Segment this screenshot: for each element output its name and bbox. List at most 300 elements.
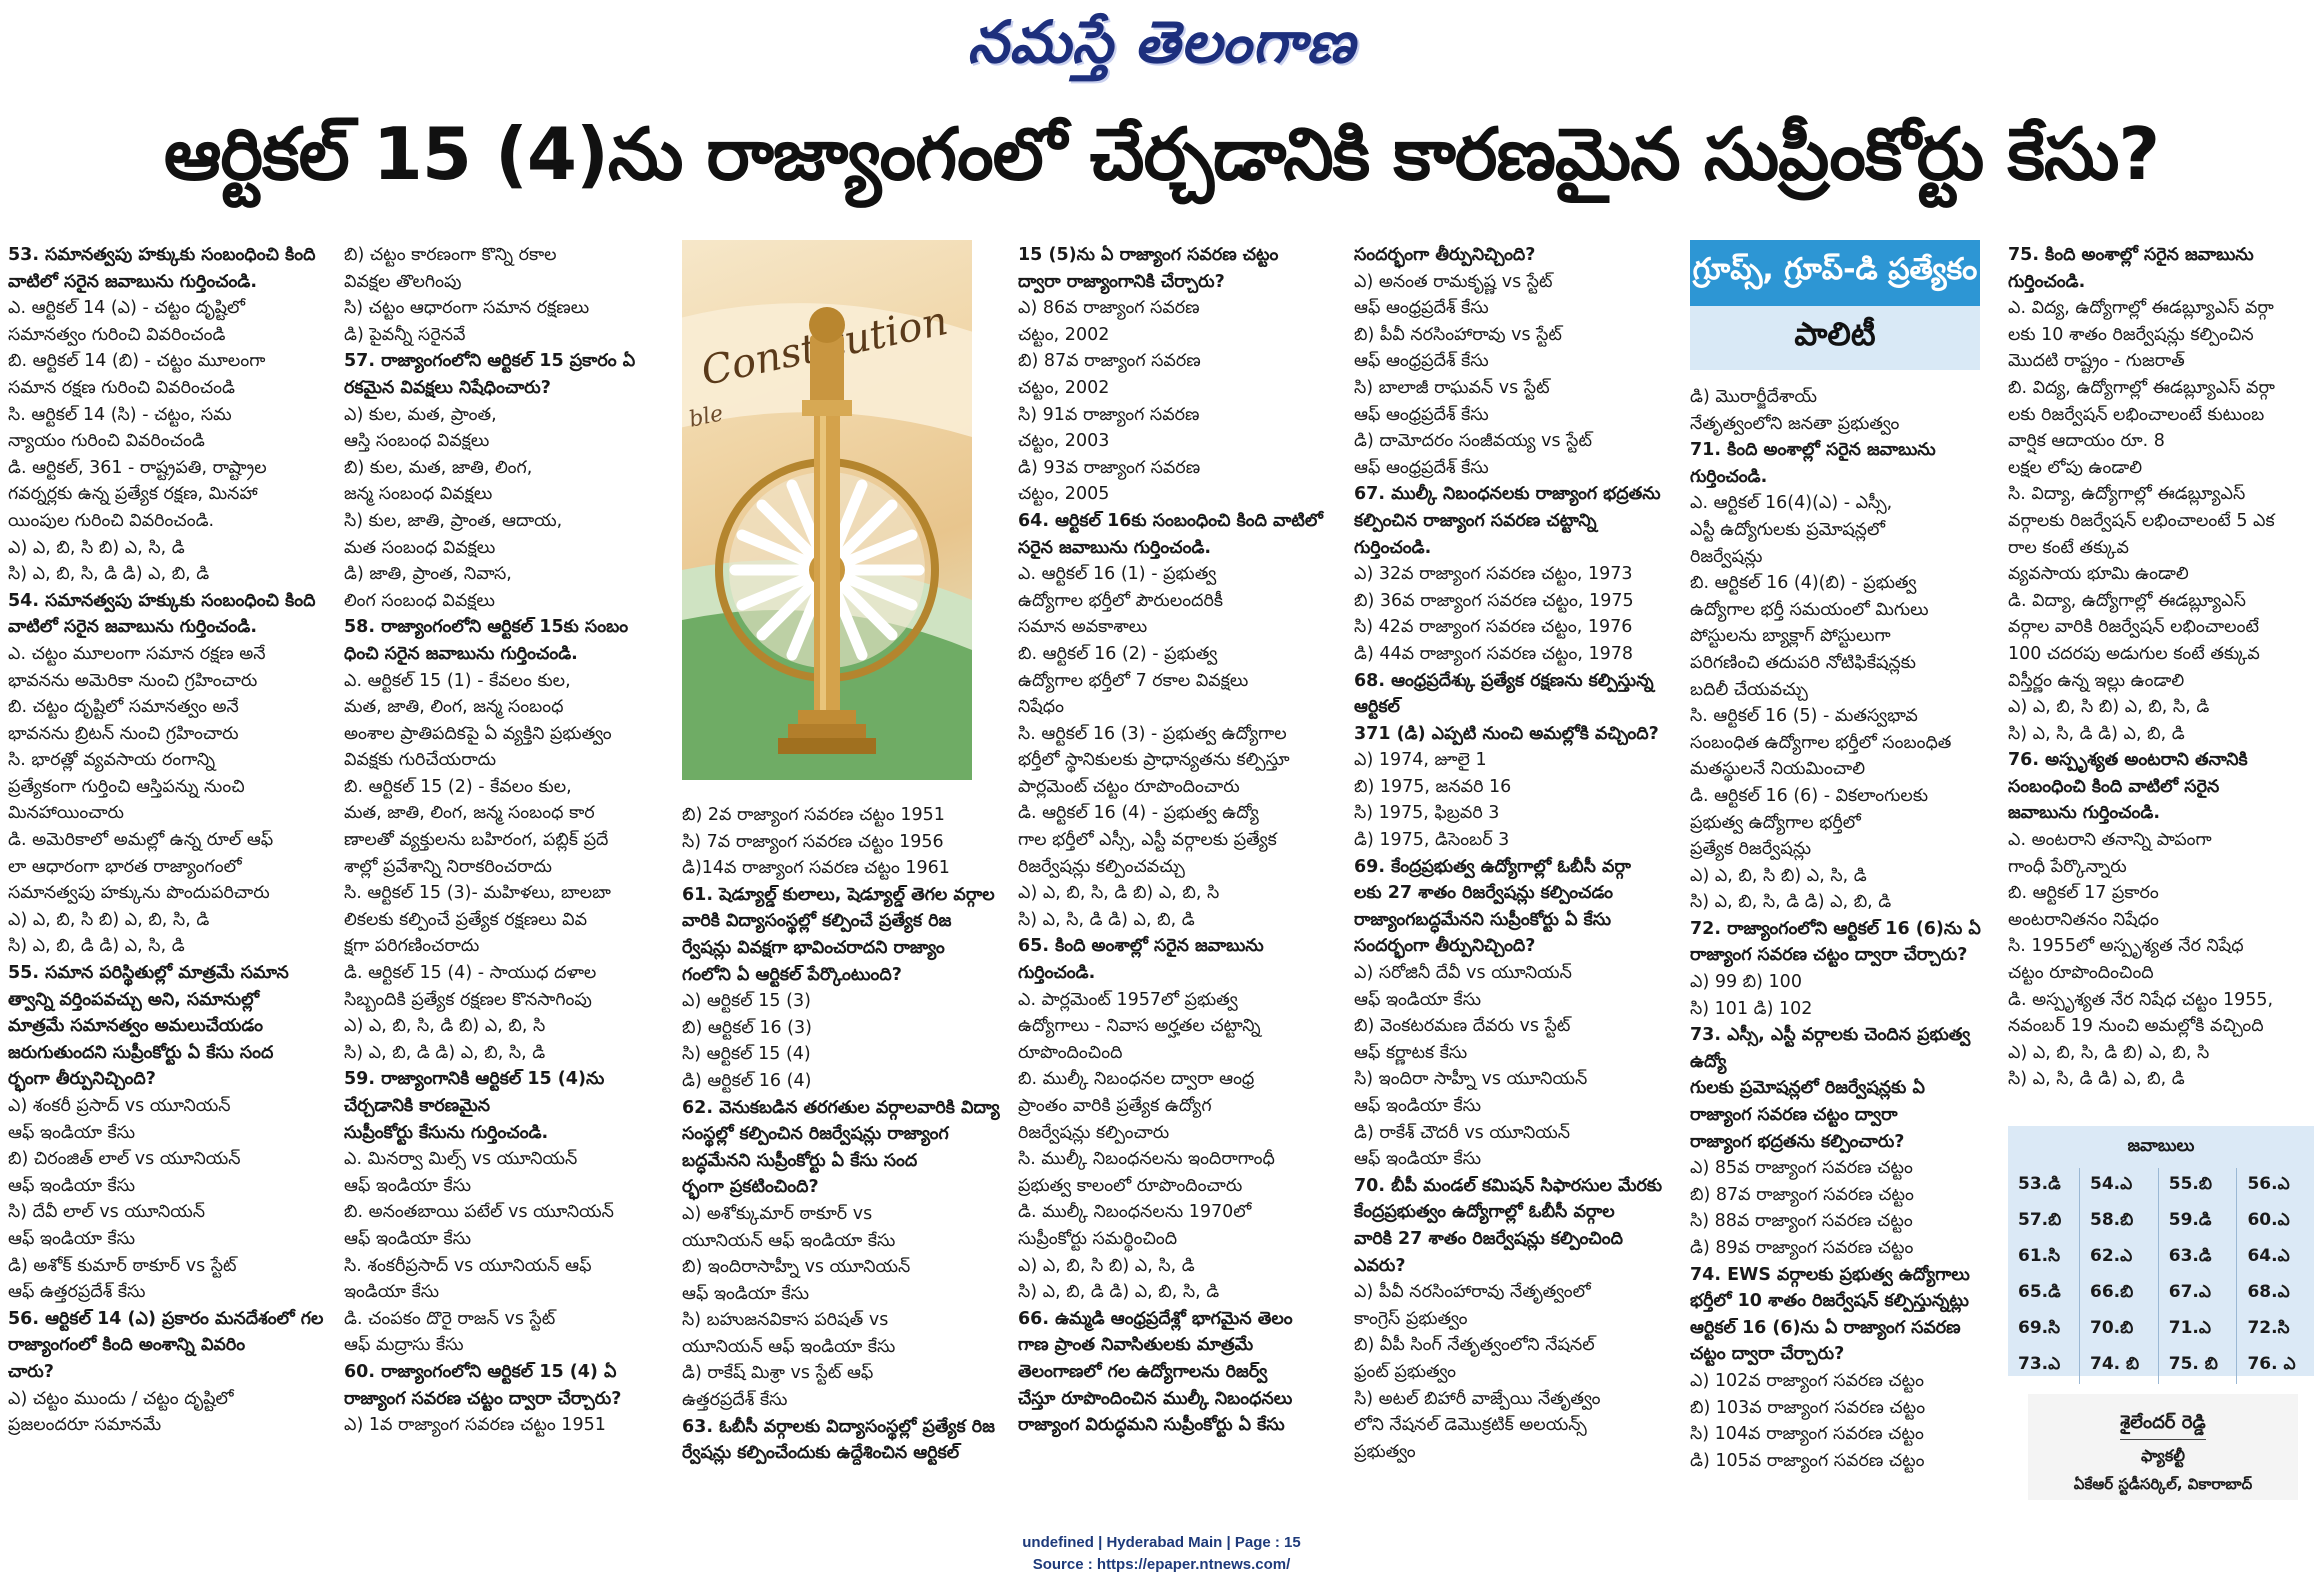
option-line: బి. చట్టం దృష్టిలో సమానత్వం అనే xyxy=(8,697,239,718)
option-line: ఎ) చట్టం ముందు / చట్టం దృష్టిలో xyxy=(8,1388,234,1409)
option-line: భర్తీలో స్థానికులకు ప్రాధాన్యతను కల్పిస్తూ xyxy=(1018,750,1290,771)
question-line: గాణ ప్రాంత నివాసితులకు మాత్రమే xyxy=(1018,1335,1254,1356)
option-line: లా ఆధారంగా భారత రాజ్యాంగంలో xyxy=(8,856,242,877)
option-line: యూనియన్ ఆఫ్ ఇండియా కేసు xyxy=(682,1230,896,1251)
option-line: డి. అస్పృశ్యత నేర నిషేధ చట్టం 1955, xyxy=(2008,989,2274,1010)
question-line: 59. రాజ్యాంగానికి ఆర్టికల్ 15 (4)ను xyxy=(344,1069,605,1090)
option-line: లింగ సంబంధ వివక్షలు xyxy=(344,590,495,611)
option-line: ఎ) సరోజినీ దేవీ vs యూనియన్ xyxy=(1354,963,1572,984)
question-line: 15 (5)ను ఏ రాజ్యాంగ సవరణ చట్టం xyxy=(1018,245,1279,265)
column-2 xyxy=(344,242,666,1492)
option-line: డి. ఆర్టికల్ 15 (4) - సాయుధ దళాల xyxy=(344,963,597,984)
option-line: బి) 1975, జనవరి 16 xyxy=(1354,776,1512,797)
question-line: సంబంధించి కింది వాటిలో సరైన xyxy=(2008,776,2220,797)
option-line: ఎ) ఎ, బి, సి, డి బి) ఎ, బి, సి xyxy=(344,1016,546,1037)
question-line: 73. ఎస్సీ, ఎస్టీ వర్గాలకు చెందిన ప్రభుత్వ ఉద్యో xyxy=(1690,1025,1971,1072)
option-line: చట్టం, 2003 xyxy=(1018,431,1110,452)
question-line: 55. సమాన పరిస్థితుల్లో మాత్రమే సమాన xyxy=(8,963,289,984)
option-line: డి) రాకేశ్ చౌదరీ vs యూనియన్ xyxy=(1354,1122,1571,1143)
option-line: ఎ) 102వ రాజ్యాంగ సవరణ చట్టం xyxy=(1690,1370,1925,1391)
option-line: ఉద్యోగాల భర్తీలో పౌరులందరికీ xyxy=(1018,590,1224,611)
option-line: డి. చంపకం దొరై రాజన్ vs స్టేట్ xyxy=(344,1308,556,1329)
answer-cell: 58.బి xyxy=(2080,1204,2159,1240)
option-line: సి. 1955లో అస్పృశ్యత నేర నిషేధ xyxy=(2008,936,2244,957)
option-line: ఎ) శంకరీ ప్రసాద్ vs యూనియన్ xyxy=(8,1096,231,1116)
option-line: మత సంబంధ వివక్షలు xyxy=(344,537,496,558)
question-line: త్వాన్ని వర్తింపవచ్చు అని, సమానుల్లో xyxy=(8,989,260,1010)
option-line: బి) వీపీ సింగ్ నేతృత్వంలోని నేషనల్ xyxy=(1354,1335,1595,1356)
option-line: బి) 36వ రాజ్యాంగ సవరణ చట్టం, 1975 xyxy=(1354,590,1634,611)
question-line: 61. షెడ్యూల్డ్ కులాలు, షెడ్యూల్డ్ తెగల వర్గాల xyxy=(682,884,995,905)
answer-cell: 57.బి xyxy=(2018,1210,2062,1230)
option-line: ఆఫ్ ఆంధ్రప్రదేశ్ కేసు xyxy=(1354,298,1489,319)
option-line: 100 చదరపు అడుగుల కంటే తక్కువ xyxy=(2008,643,2260,664)
option-line: డి)14వ రాజ్యాంగ సవరణ చట్టం 1961 xyxy=(682,858,950,879)
question-line: 70. బీపీ మండల్ కమిషన్ సిఫారసుల మేరకు xyxy=(1354,1175,1663,1196)
option-line: డి) జాతి, ప్రాంత, నివాస, xyxy=(344,564,512,585)
option-line: ఆఫ్ మద్రాసు కేసు xyxy=(344,1335,464,1356)
option-line: బి) పీవీ నరసింహారావు vs స్టేట్ xyxy=(1354,324,1562,345)
option-line: సి) కుల, జాతి, ప్రాంత, ఆదాయ, xyxy=(344,510,563,531)
option-line: సి) ఎ, సి, డి డి) ఎ, బి, డి xyxy=(2008,723,2185,744)
option-line: డి. ఆర్టికల్, 361 - రాష్ట్రపతి, రాష్ట్రాల xyxy=(8,457,267,478)
option-line: ప్రాంతం వారికి ప్రత్యేక ఉద్యోగ xyxy=(1018,1096,1212,1116)
question-line: సందర్భంగా తీర్పునిచ్చింది? xyxy=(1354,245,1536,265)
question-line: ర్భంగా ప్రకటించింది? xyxy=(682,1177,819,1198)
option-line: సి) ఇందిరా సాహ్నీ vs యూనియన్ xyxy=(1354,1069,1588,1090)
option-line: సి) 1975, ఫిబ్రవరి 3 xyxy=(1354,803,1500,824)
question-line: గుర్తించండి. xyxy=(1354,537,1432,558)
question-line: గులకు ప్రమోషన్లలో రిజర్వేషన్లకు ఏ xyxy=(1690,1078,1925,1099)
option-line: గవర్నర్లకు ఉన్న ప్రత్యేక రక్షణ, మినహా xyxy=(8,484,258,505)
banner-polity: పాలిటీ xyxy=(1690,306,1980,370)
option-line: డి) ఆర్టికల్ 16 (4) xyxy=(682,1070,812,1091)
question-line: రాజ్యాంగ సవరణ చట్టం ద్వారా చేర్చారు? xyxy=(1690,945,1968,966)
answer-cell: 71.ఎ xyxy=(2158,1312,2237,1348)
option-line: ఎ) 32వ రాజ్యాంగ సవరణ చట్టం, 1973 xyxy=(1354,564,1633,585)
question-line: రాజ్యాంగబద్ధమేనని సుప్రీంకోర్టు ఏ కేసు xyxy=(1354,909,1612,930)
option-line: సి) ఎ, బి, సి, డి డి) ఎ, బి, డి xyxy=(8,564,210,585)
option-line: బి) 103వ రాజ్యాంగ సవరణ చట్టం xyxy=(1690,1397,1926,1418)
option-line: రూపొందించింది xyxy=(1018,1042,1123,1063)
option-line: డి) 105వ రాజ్యాంగ సవరణ చట్టం xyxy=(1690,1450,1925,1471)
question-line: చేస్తూ రూపొందించిన ముల్కీ నిబంధనలు xyxy=(1018,1388,1293,1409)
option-line: పరిగణించి తదుపరి నోటిఫికేషన్లకు xyxy=(1690,652,1916,673)
option-line: బి) కుల, మత, జాతి, లింగ, xyxy=(344,457,533,478)
option-line: విస్తీర్ణం ఉన్న ఇల్లు ఉండాలి xyxy=(2008,670,2185,691)
question-line: చారు? xyxy=(8,1361,54,1382)
option-line: ఉద్యోగాలు - నివాస అర్హతల చట్టాన్ని xyxy=(1018,1016,1261,1037)
option-line: బి. ఆర్టికల్ 17 ప్రకారం xyxy=(2008,883,2159,904)
option-line: ఆఫ్ ఇండియా కేసు xyxy=(8,1122,136,1143)
option-line: రాల కంటే తక్కువ xyxy=(2008,537,2129,558)
option-line: సి. విద్యా, ఉద్యోగాల్లో ఈడబ్ల్యూఎస్ xyxy=(2008,484,2246,505)
option-line: ఎస్టీ ఉద్యోగులకు ప్రమోషన్లలో xyxy=(1690,519,1885,540)
option-line: సి. ఆర్టికల్ 15 (3)- మహిళలు, బాలబా xyxy=(344,883,611,904)
question-line: జరుగుతుందని సుప్రీంకోర్టు ఏ కేసు సంద xyxy=(8,1042,274,1063)
question-line: ర్వేషన్లు వివక్షగా భావించరాదని రాజ్యాం xyxy=(682,937,945,958)
option-line: ఆఫ్ ఇండియా కేసు xyxy=(8,1228,136,1249)
option-line: భావనను బ్రిటన్ నుంచి గ్రహించారు xyxy=(8,723,239,744)
option-line: డి) పైవన్నీ సరైనవే xyxy=(344,324,466,345)
question-line: చట్టం ద్వారా చేర్చారు? xyxy=(1690,1344,1845,1365)
option-line: ఎ) 1వ రాజ్యాంగ సవరణ చట్టం 1951 xyxy=(344,1415,606,1436)
answer-cell: 73.ఎ xyxy=(2018,1354,2061,1374)
option-line: సిబ్బందికి ప్రత్యేక రక్షణల కొనసాగింపు xyxy=(344,989,592,1010)
option-line: అంటరానితనం నిషేధం xyxy=(2008,909,2159,930)
option-line: ప్రజలందరూ సమానమే xyxy=(8,1415,162,1436)
option-line: ప్రభుత్వం xyxy=(1354,1441,1416,1462)
option-line: ఆఫ్ ఇండియా కేసు xyxy=(344,1228,472,1249)
answers-row xyxy=(2008,1276,2314,1312)
option-line: సి) అటల్ బిహారీ వాజ్పేయి నేతృత్వం xyxy=(1354,1388,1601,1409)
option-line: యూనియన్ ఆఫ్ ఇండియా కేసు xyxy=(682,1336,896,1357)
option-line: రిజర్వేషన్లు కల్పించవచ్చు xyxy=(1018,856,1185,877)
answers-row xyxy=(2008,1204,2314,1240)
option-line: డి. అమెరికాలో అమల్లో ఉన్న రూల్ ఆఫ్ xyxy=(8,830,274,851)
answer-cell: 70.బి xyxy=(2080,1312,2159,1348)
option-line: జన్మ సంబంధ వివక్షలు xyxy=(344,484,493,505)
question-line: 65. కింది అంశాల్లో సరైన జవాబును xyxy=(1018,936,1264,957)
question-line: 57. రాజ్యాంగంలోని ఆర్టికల్ 15 ప్రకారం ఏ xyxy=(344,351,636,372)
headline: ఆర్టికల్ 15 (4)ను రాజ్యాంగంలో చేర్చడానికి కారణమైన సుప్రీంకోర్టు కేసు? xyxy=(163,112,2160,196)
option-line: ఆఫ్ ఇండియా కేసు xyxy=(1354,989,1482,1010)
option-line: ప్రత్యేకంగా గుర్తించి ఆస్తిపన్ను నుంచి xyxy=(8,776,245,797)
option-line: డి) రాకేష్ మిశ్రా vs స్టేట్ ఆఫ్ xyxy=(682,1363,874,1384)
option-line: లకు 10 శాతం రిజర్వేషన్లు కల్పించిన xyxy=(2008,324,2254,345)
constitution-photo xyxy=(682,240,972,780)
option-line: సి) ఎ, సి, డి డి) ఎ, బి, డి xyxy=(1018,909,1195,930)
option-line: పార్లమెంట్ చట్టం రూపొందించారు xyxy=(1018,776,1240,797)
option-line: బి. విద్య, ఉద్యోగాల్లో ఈడబ్ల్యూఎస్ వర్గా xyxy=(2008,377,2275,398)
answer-cell: 75. బి xyxy=(2158,1348,2237,1384)
option-line: సి) 104వ రాజ్యాంగ సవరణ చట్టం xyxy=(1690,1424,1924,1445)
question-line: రాజ్యాంగ సవరణ చట్టం ద్వారా xyxy=(1690,1105,1898,1126)
option-line: డి) మొరార్జీదేశాయ్ xyxy=(1690,387,1817,407)
question-line: రాజ్యాంగ విరుద్ధమని సుప్రీంకోర్టు ఏ కేసు xyxy=(1018,1415,1285,1436)
question-line: గుర్తించండి. xyxy=(1690,466,1768,487)
author-role: ఫ్యాకల్టీ xyxy=(2141,1446,2185,1465)
option-line: రిజర్వేషన్లు xyxy=(1690,546,1763,567)
option-line: ఆఫ్ ఇండియా కేసు xyxy=(8,1175,136,1196)
author-affiliation: ఏకేఆర్ స్టడీసర్కిల్, వికారాబాద్ xyxy=(2073,1475,2253,1493)
option-line: సి. భారత్లో వ్యవసాయ రంగాన్ని xyxy=(8,750,216,771)
option-line: ఎ) 1974, జూలై 1 xyxy=(1354,750,1487,771)
option-line: సి. ముల్కీ నిబంధనలను ఇందిరాగాంధీ xyxy=(1018,1149,1275,1170)
question-line: 76. అస్పృశ్యత అంటరాని తనానికి xyxy=(2008,750,2248,771)
option-line: ఆస్తి సంబంధ వివక్షలు xyxy=(344,431,490,452)
option-line: వర్గాలకు రిజర్వేషన్ లభించాలంటే 5 ఎక xyxy=(2008,510,2275,531)
option-line: బి) ఆర్టికల్ 16 (3) xyxy=(682,1017,812,1038)
banner-groups-special: గ్రూప్స్, గ్రూప్-డి ప్రత్యేకం xyxy=(1690,240,1980,306)
question-line: మాత్రమే సమానత్వం అమలుచేయడం xyxy=(8,1016,263,1037)
option-line: మత, జాతి, లింగ, జన్మ సంబంధ కార xyxy=(344,803,595,824)
option-line: సి) బాలాజీ రాఘవన్ vs స్టేట్ xyxy=(1354,377,1550,398)
option-line: సుప్రీంకోర్టు సమర్థించింది xyxy=(1018,1228,1178,1249)
option-line: బి) 2వ రాజ్యాంగ సవరణ చట్టం 1951 xyxy=(682,805,945,825)
footer-edition: undefined | Hyderabad Main | Page : 15 xyxy=(1022,1534,1301,1551)
option-line: సి) ఆర్టికల్ 15 (4) xyxy=(682,1044,811,1065)
option-line: ఇండియా కేసు xyxy=(344,1282,440,1303)
option-line: సి) ఎ, బి, డి డి) ఎ, సి, డి xyxy=(8,936,185,957)
question-line: 69. కేంద్రప్రభుత్వ ఉద్యోగాల్లో ఓబీసీ వర్గా xyxy=(1354,856,1631,877)
option-line: బి) చట్టం కారణంగా కొన్ని రకాల xyxy=(344,245,557,265)
option-line: బి) ఇందిరాసాహ్నీ vs యూనియన్ xyxy=(682,1257,911,1278)
answer-cell: 63.డి xyxy=(2158,1240,2237,1276)
option-line: ఎ. ఆర్టికల్ 15 (1) - కేవలం కుల, xyxy=(344,670,571,691)
option-line: సి) 7వ రాజ్యాంగ సవరణ చట్టం 1956 xyxy=(682,831,944,852)
question-line: 62. వెనుకబడిన తరగతుల వర్గాలవారికి విద్యా xyxy=(682,1097,1000,1118)
option-line: బి. ముల్కీ నిబంధనల ద్వారా ఆంధ్ర xyxy=(1018,1069,1255,1090)
option-line: ఫ్రంట్ ప్రభుత్వం xyxy=(1354,1361,1457,1382)
question-line: 63. ఓబీసీ వర్గాలకు విద్యాసంస్థల్లో ప్రత్యేక రిజ xyxy=(682,1416,995,1437)
question-line: రకమైన వివక్షలు నిషేధించారు? xyxy=(344,377,551,398)
option-line: మినహాయించారు xyxy=(8,803,124,824)
option-line: ఆఫ్ ఇండియా కేసు xyxy=(1354,1096,1482,1116)
column-5 xyxy=(1354,242,1676,1492)
option-line: డి. ముల్కీ నిబంధనలను 1970లో xyxy=(1018,1202,1252,1223)
option-line: సి) 101 డి) 102 xyxy=(1690,998,1813,1019)
question-line: గుర్తించండి. xyxy=(1018,963,1096,984)
option-line: ఎ) ఆర్టికల్ 15 (3) xyxy=(682,991,811,1012)
option-line: సమాన రక్షణ గురించి వివరించండి xyxy=(8,377,235,398)
question-line: 64. ఆర్టికల్ 16కు సంబంధించి కింది వాటిలో xyxy=(1018,510,1323,531)
option-line: ప్రత్యేక రిజర్వేషన్లు xyxy=(1690,839,1812,860)
option-line: చట్టం, 2005 xyxy=(1018,484,1110,505)
option-line: డి) 89వ రాజ్యాంగ సవరణ చట్టం xyxy=(1690,1238,1914,1258)
answers-row xyxy=(2008,1348,2314,1384)
option-line: పోస్టులను బ్యాక్లాగ్ పోస్టులుగా xyxy=(1690,626,1891,647)
option-line: సి) చట్టం ఆధారంగా సమాన రక్షణలు xyxy=(344,298,590,319)
option-line: ఆఫ్ ఉత్తరప్రదేశ్ కేసు xyxy=(8,1282,146,1303)
option-line: వివక్షల తొలగింపు xyxy=(344,271,462,292)
option-line: యింపుల గురించి వివరించండి. xyxy=(8,510,215,531)
option-line: నవంబర్ 19 నుంచి అమల్లోకి వచ్చింది xyxy=(2008,1016,2264,1037)
option-line: ఎ) ఎ, బి, సి బి) ఎ, బి, సి, డి xyxy=(2008,697,2210,718)
question-line: 72. రాజ్యాంగంలోని ఆర్టికల్ 16 (6)ను ఏ xyxy=(1690,918,1981,939)
question-line: రాజ్యాంగ భద్రతను కల్పించారు? xyxy=(1690,1131,1905,1152)
option-line: బి. అనంతబాయి పటేల్ vs యూనియన్ xyxy=(344,1202,614,1223)
question-line: సుప్రీంకోర్టు కేసును గుర్తించండి. xyxy=(344,1122,549,1143)
question-line: 66. ఉమ్మడి ఆంధ్రప్రదేశ్లో భాగమైన తెలం xyxy=(1018,1308,1293,1329)
option-line: ఎ. అంటరాని తనాన్ని పాపంగా xyxy=(2008,830,2212,851)
answer-cell: 65.డి xyxy=(2018,1282,2061,1302)
option-line: డి) 1975, డిసెంబర్ 3 xyxy=(1354,830,1510,851)
option-line: లక్షల లోపు ఉండాలి xyxy=(2008,457,2143,478)
option-line: ఆఫ్ ఇండియా కేసు xyxy=(682,1283,810,1304)
question-line: 371 (డి) ఎప్పటి నుంచి అమల్లోకి వచ్చింది? xyxy=(1354,723,1659,744)
option-line: డి. ఆర్టికల్ 16 (6) - వికలాంగులకు xyxy=(1690,785,1929,806)
answers-title: జవాబులు xyxy=(2127,1136,2195,1156)
answer-cell: 64.ఎ xyxy=(2237,1240,2314,1276)
option-line: సి. ఆర్టికల్ 16 (3) - ప్రభుత్వ ఉద్యోగాల xyxy=(1018,723,1287,744)
constitution-illustration xyxy=(682,240,972,780)
option-line: డి) అశోక్ కుమార్ ఠాకూర్ vs స్టేట్ xyxy=(8,1255,237,1276)
answer-cell: 53.డి xyxy=(2018,1174,2061,1194)
option-line: ఆఫ్ ఇండియా కేసు xyxy=(344,1175,472,1196)
answer-cell: 59.డి xyxy=(2158,1204,2237,1240)
option-line: సి. ఆర్టికల్ 14 (సి) - చట్టం, సమ xyxy=(8,404,232,425)
question-line: రాజ్యాంగ సవరణ చట్టం ద్వారా చేర్చారు? xyxy=(344,1388,622,1409)
question-line: 71. కింది అంశాల్లో సరైన జవాబును xyxy=(1690,440,1936,461)
option-line: సి) దేవీ లాల్ vs యూనియన్ xyxy=(8,1202,206,1223)
option-line: ఆఫ్ ఆంధ్రప్రదేశ్ కేసు xyxy=(1354,404,1489,425)
option-line: క్షగా పరిగణించరాదు xyxy=(344,936,480,957)
option-line: బి) వెంకటరమణ దేవరు vs స్టేట్ xyxy=(1354,1016,1571,1037)
question-line: బద్ధమేనని సుప్రీంకోర్టు ఏ కేసు సంద xyxy=(682,1150,918,1171)
option-line: ఎ) ఎ, బి, సి బి) ఎ, సి, డి xyxy=(8,537,185,558)
answer-cell: 55.బి xyxy=(2158,1168,2237,1204)
preamble-text: ble xyxy=(686,401,726,433)
newspaper-logo: నమస్తే తెలంగాణ xyxy=(967,8,1356,76)
option-line: బి) చిరంజిత్ లాల్ vs యూనియన్ xyxy=(8,1149,241,1170)
masthead xyxy=(0,8,2323,78)
option-line: సి) ఎ, సి, డి డి) ఎ, బి, డి xyxy=(2008,1069,2185,1090)
answer-cell: 56.ఎ xyxy=(2237,1168,2314,1204)
option-line: వివక్షకు గురిచేయరాదు xyxy=(344,750,497,771)
question-line: ర్వేషన్లు కల్పించేందుకు ఉద్దేశించిన ఆర్టికల్ xyxy=(682,1443,960,1464)
option-line: సమాన అవకాశాలు xyxy=(1018,617,1148,638)
option-line: ఎ) ఎ, బి, సి బి) ఎ, సి, డి xyxy=(1018,1255,1195,1276)
question-line: 67. ముల్కీ నిబంధనలకు రాజ్యాంగ భద్రతను xyxy=(1354,484,1661,505)
option-line: ఎ) 99 బి) 100 xyxy=(1690,972,1802,993)
option-line: ఉత్తరప్రదేశ్ కేసు xyxy=(682,1390,788,1411)
option-line: సి) 42వ రాజ్యాంగ సవరణ చట్టం, 1976 xyxy=(1354,617,1633,638)
question-line: ధించి సరైన జవాబును గుర్తించండి. xyxy=(344,643,578,664)
answer-cell: 60.ఎ xyxy=(2237,1204,2314,1240)
option-line: ఎ) 86వ రాజ్యాంగ సవరణ xyxy=(1018,298,1200,319)
option-line: గాల భర్తీలో ఎస్సీ, ఎస్టీ వర్గాలకు ప్రత్యేక xyxy=(1018,830,1277,851)
footer-source: Source : https://epaper.ntnews.com/ xyxy=(1032,1556,1291,1573)
option-line: ఎ) ఎ, బి, సి, డి బి) ఎ, బి, సి xyxy=(2008,1042,2210,1063)
section-banner xyxy=(1690,240,1980,370)
answers-row xyxy=(2008,1168,2314,1204)
question-line: ఎవరు? xyxy=(1354,1255,1406,1276)
option-line: సి. ఆర్టికల్ 16 (5) - మతస్వభావ xyxy=(1690,706,1918,727)
option-line: బి. ఆర్టికల్ 16 (2) - ప్రభుత్వ xyxy=(1018,643,1218,664)
option-line: ఎ) అనంత రామకృష్ణ vs స్టేట్ xyxy=(1354,271,1553,292)
answer-cell: 68.ఎ xyxy=(2237,1276,2314,1312)
option-line: ఆఫ్ కర్ణాటక కేసు xyxy=(1354,1042,1468,1063)
option-line: డి) 93వ రాజ్యాంగ సవరణ xyxy=(1018,457,1201,478)
option-line: డి) దామోదరం సంజీవయ్య vs స్టేట్ xyxy=(1354,431,1592,452)
author-box xyxy=(2028,1394,2298,1500)
question-line: 68. ఆంధ్రప్రదేశ్కు ప్రత్యేక రక్షణను కల్పిస్తున్న ఆర్టికల్ xyxy=(1354,670,1654,718)
option-line: సి. శంకరీప్రసాద్ vs యూనియన్ ఆఫ్ xyxy=(344,1255,592,1276)
option-line: ణాలతో వ్యక్తులను బహిరంగ, పబ్లిక్ ప్రదే xyxy=(344,830,609,851)
question-line: ఆర్టికల్ 16 (6)ను ఏ రాజ్యాంగ సవరణ xyxy=(1690,1317,1961,1338)
answers-box xyxy=(2008,1126,2314,1376)
answer-cell: 72.సి xyxy=(2237,1312,2314,1348)
option-line: ఎ) ఎ, బి, సి, డి బి) ఎ, బి, సి xyxy=(1018,883,1220,904)
option-line: చట్టం, 2002 xyxy=(1018,324,1110,345)
column-3 xyxy=(682,802,1004,1492)
option-line: ఎ) ఎ, బి, సి బి) ఎ, బి, సి, డి xyxy=(8,909,210,930)
option-line: ఎ) అశోక్కుమార్ ఠాకూర్ vs xyxy=(682,1203,873,1224)
option-line: గాంధీ పేర్కొన్నారు xyxy=(2008,856,2127,877)
option-line: సి) ఎ, బి, డి డి) ఎ, బి, సి, డి xyxy=(344,1042,546,1063)
option-line: సి) 88వ రాజ్యాంగ సవరణ చట్టం xyxy=(1690,1211,1913,1232)
option-line: కాంగ్రెస్ ప్రభుత్వం xyxy=(1354,1308,1468,1329)
answers-row xyxy=(2008,1312,2314,1348)
option-line: ప్రభుత్వ ఉద్యోగాల భర్తీలో xyxy=(1690,812,1861,833)
answer-cell: 61.సి xyxy=(2018,1246,2061,1266)
answer-cell: 76. ఎ xyxy=(2237,1348,2314,1384)
option-line: బి. ఆర్టికల్ 16 (4)(బి) - ప్రభుత్వ xyxy=(1690,573,1917,594)
question-line: సందర్భంగా తీర్పునిచ్చింది? xyxy=(1354,936,1536,957)
question-line: జవాబును గుర్తించండి. xyxy=(2008,803,2161,824)
option-line: వార్షిక ఆదాయం రూ. 8 xyxy=(2008,431,2165,452)
column-7 xyxy=(2008,242,2314,1112)
question-line: గంలోని ఏ ఆర్టికల్ పేర్కొంటుంది? xyxy=(682,964,902,985)
option-line: ప్రభుత్వ కాలంలో రూపొందించారు xyxy=(1018,1175,1243,1196)
option-line: బదిలీ చేయవచ్చు xyxy=(1690,679,1808,700)
option-line: సమానత్వం గురించి వివరించండి xyxy=(8,324,226,345)
option-line: ఎ. విద్య, ఉద్యోగాల్లో ఈడబ్ల్యూఎస్ వర్గా xyxy=(2008,298,2274,319)
option-line: డి) 44వ రాజ్యాంగ సవరణ చట్టం, 1978 xyxy=(1354,643,1634,664)
question-line: 74. EWS వర్గాలకు ప్రభుత్వ ఉద్యోగాలు xyxy=(1690,1264,1970,1285)
question-line: కల్పించిన రాజ్యాంగ సవరణ చట్టాన్ని xyxy=(1354,510,1597,531)
question-line: లకు 27 శాతం రిజర్వేషన్లు కల్పించడం xyxy=(1354,883,1614,904)
option-line: బి. ఆర్టికల్ 15 (2) - కేవలం కుల, xyxy=(344,776,572,797)
question-line: వారికి విద్యాసంస్థల్లో కల్పించే ప్రత్యేక రిజ xyxy=(682,911,952,932)
answer-cell: 62.ఎ xyxy=(2080,1240,2159,1276)
option-line: ఆఫ్ ఆంధ్రప్రదేశ్ కేసు xyxy=(1354,351,1489,372)
question-line: వాటిలో సరైన జవాబును గుర్తించండి. xyxy=(8,617,258,638)
option-line: అంశాల ప్రాతిపదికపై ఏ వ్యక్తిని ప్రభుత్వం xyxy=(344,723,612,744)
option-line: సి) ఎ, బి, సి, డి డి) ఎ, బి, డి xyxy=(1690,892,1892,913)
option-line: ఎ) ఎ, బి, సి బి) ఎ, సి, డి xyxy=(1690,865,1867,886)
option-line: ఎ) పీవీ నరసింహారావు నేతృత్వంలో xyxy=(1354,1282,1591,1303)
option-line: శాల్లో ప్రవేశాన్ని నిరాకరించరాదు xyxy=(344,856,552,877)
option-line: ఆఫ్ ఆంధ్రప్రదేశ్ కేసు xyxy=(1354,457,1489,478)
answer-cell: 66.బి xyxy=(2080,1276,2159,1312)
option-line: ఉద్యోగాల భర్తీలో 7 రకాల వివక్షలు xyxy=(1018,670,1249,691)
question-line: చేర్చడానికి కారణమైన xyxy=(344,1096,491,1116)
answers-table xyxy=(2008,1168,2314,1384)
option-line: చట్టం రూపొందించింది xyxy=(2008,963,2154,984)
option-line: బి) 87వ రాజ్యాంగ సవరణ చట్టం xyxy=(1690,1184,1914,1205)
option-line: లకు రిజర్వేషన్ లభించాలంటే కుటుంబ xyxy=(2008,404,2265,425)
option-line: సి) 91వ రాజ్యాంగ సవరణ xyxy=(1018,404,1200,425)
option-line: ఎ. చట్టం మూలంగా సమాన రక్షణ అనే xyxy=(8,643,266,664)
author-name: శైలేందర్ రెడ్డి xyxy=(2120,1412,2205,1440)
option-line: ఎ. ఆర్టికల్ 16 (1) - ప్రభుత్వ xyxy=(1018,564,1217,585)
option-line: సి) ఎ, బి, డి డి) ఎ, బి, సి, డి xyxy=(1018,1282,1220,1303)
column-6 xyxy=(1690,384,2000,1494)
question-line: సరైన జవాబును గుర్తించండి. xyxy=(1018,537,1212,558)
option-line: ఎ) 85వ రాజ్యాంగ సవరణ చట్టం xyxy=(1690,1158,1913,1179)
option-line: వ్యవసాయ భూమి ఉండాలి xyxy=(2008,564,2189,585)
option-line: ఎ. పార్లమెంట్ 1957లో ప్రభుత్వ xyxy=(1018,989,1238,1010)
option-line: నిషేధం xyxy=(1018,697,1064,718)
question-line: ద్వారా రాజ్యాంగానికి చేర్చారు? xyxy=(1018,271,1225,292)
answer-cell: 67.ఎ xyxy=(2158,1276,2237,1312)
page-footer xyxy=(0,1532,2323,1576)
option-line: వర్గాల వారికి రిజర్వేషన్ లభించాలంటే xyxy=(2008,617,2259,638)
question-line: 54. సమానత్వపు హక్కుకు సంబంధించి కింది xyxy=(8,590,316,611)
option-line: మత, జాతి, లింగ, జన్మ సంబంధ xyxy=(344,697,564,718)
option-line: బి. ఆర్టికల్ 14 (బి) - చట్టం మూలంగా xyxy=(8,351,266,372)
option-line: ఆఫ్ ఇండియా కేసు xyxy=(1354,1149,1482,1170)
option-line: ఎ. మినర్వా మిల్స్ vs యూనియన్ xyxy=(344,1149,578,1170)
option-line: నేతృత్వంలోని జనతా ప్రభుత్వం xyxy=(1690,413,1900,434)
column-4 xyxy=(1018,242,1340,1492)
option-line: డి. ఆర్టికల్ 16 (4) - ప్రభుత్వ ఉద్యో xyxy=(1018,803,1259,824)
question-line: తెలంగాణలో గల ఉద్యోగాలను రిజర్వ్ xyxy=(1018,1361,1268,1382)
option-line: ఉద్యోగాల భర్తీ సమయంలో మిగులు xyxy=(1690,599,1929,620)
option-line: రిజర్వేషన్లు కల్పించారు xyxy=(1018,1122,1170,1143)
